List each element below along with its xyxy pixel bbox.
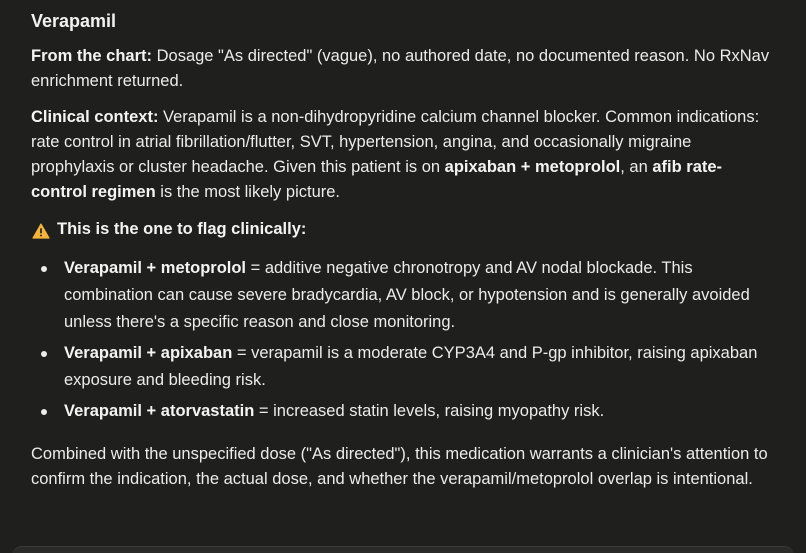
- interaction-pair: Verapamil + atorvastatin: [64, 402, 255, 420]
- interaction-text: = additive negative chronotropy and AV nodal blockade. This combination can cause severe bradycardia, AV block, or hypotension and is generally avoided unless there's a specific reason and close monitoring.: [64, 259, 750, 331]
- list-item: [31, 340, 771, 394]
- context-text-2: , an: [620, 158, 653, 176]
- chart-label: From the chart:: [31, 47, 153, 65]
- summary-paragraph: Combined with the unspecified dose ("As directed"), this medication warrants a clinician's attention to confirm the indication, the actual dose, and whether the verapamil/metoprolol overlap is intentional.: [31, 445, 768, 488]
- bullet: [41, 266, 47, 272]
- chat-input-edge[interactable]: [12, 546, 794, 553]
- context-text-3: is the most likely picture.: [155, 183, 340, 201]
- warning-icon: [32, 222, 50, 238]
- assistant-message: [31, 8, 771, 492]
- chart-paragraph: [31, 44, 771, 94]
- list-item: [31, 255, 771, 336]
- flag-heading: [31, 217, 771, 242]
- section-heading: Verapamil: [31, 11, 117, 31]
- list-item: [31, 398, 771, 425]
- context-text-1: Verapamil is a non-dihydropyridine calcium channel blocker. Common indications: rate control in atrial fibrillation/flutter, SVT, hypertension, angina, and occasionally migraine prophylaxis or cluster headache. Given this patient is on: [31, 108, 760, 176]
- interaction-list: [31, 255, 771, 425]
- interaction-text: = increased statin levels, raising myopathy risk.: [254, 402, 605, 420]
- chart-text: Dosage "As directed" (vague), no authored date, no documented reason. No RxNav enrichment returned.: [31, 47, 770, 90]
- context-bold-regimen: apixaban + metoprolol: [444, 158, 621, 176]
- context-bold-afib: afib rate-control regimen: [31, 158, 723, 201]
- flag-label: This is the one to flag clinically:: [57, 220, 307, 238]
- interaction-pair: Verapamil + metoprolol: [64, 259, 247, 277]
- bullet: [41, 409, 47, 415]
- interaction-pair: Verapamil + apixaban: [64, 344, 233, 362]
- bullet: [41, 351, 47, 357]
- clinical-context-paragraph: [31, 105, 771, 205]
- context-label: Clinical context:: [31, 108, 159, 126]
- interaction-text: = verapamil is a moderate CYP3A4 and P-gp inhibitor, raising apixaban exposure and bleeding risk.: [64, 344, 758, 389]
